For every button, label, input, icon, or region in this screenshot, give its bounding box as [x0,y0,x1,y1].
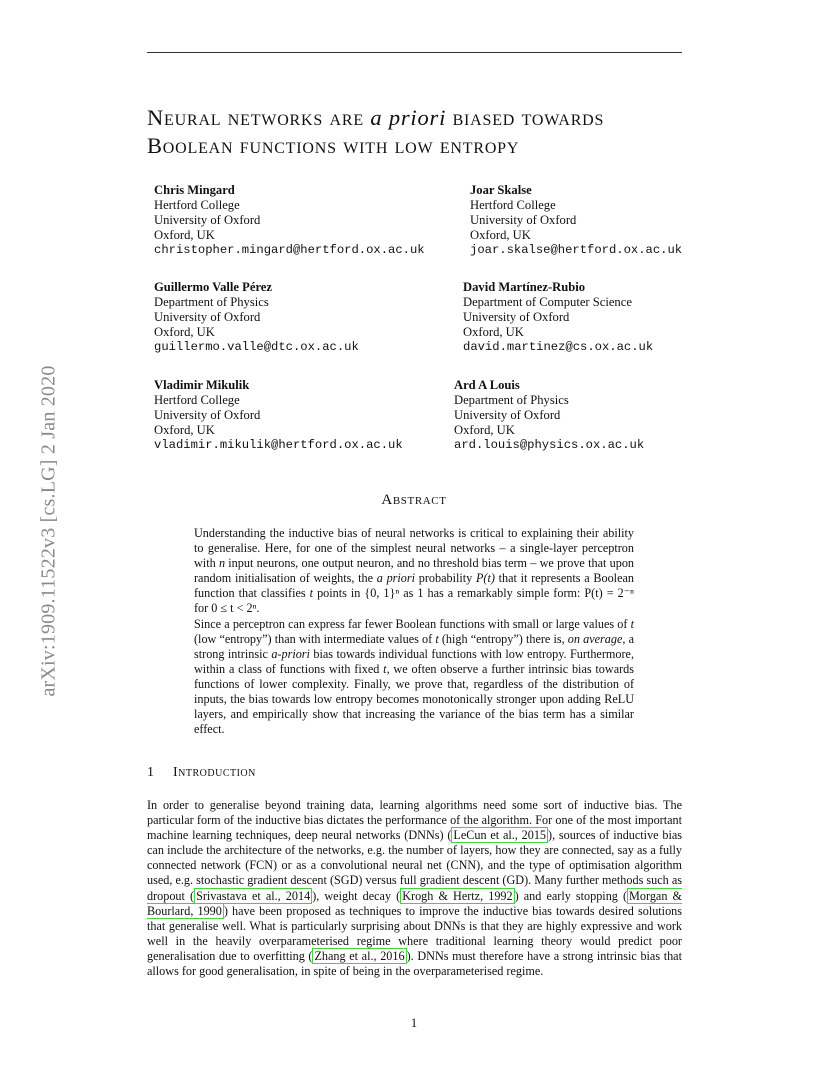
abstract-paragraph: Since a perceptron can express far fewer Boolean functions with small or large values of t (low “entropy”) than with intermediate values of t (high “entropy”) there is, on average, a strong intrinsic a-priori bias towards individual functions with low entropy. Furthermore, within a class of functions with fixed t, we often observe a further intrinsic bias towards functions of lower complexity. Finally, we prove that, regardless of the distribution of inputs, the bias towards low entropy becomes monotonically stronger upon adding ReLU layers, and empirically show that increasing the variance of the bias term has a similar effect. [194,616,635,737]
abstract-paragraph: Understanding the inductive bias of neural networks is critical to explaining their ability to generalise. Here, for one of the simplest neural networks – a single-layer perceptron with n input neurons, one output neuron, and no threshold bias term – we prove that upon random initialisation of weights, the a priori probability P(t) that it represents a Boolean function that classifies t points in {0, 1}ⁿ as 1 has a remarkably simple form: P(t) = 2⁻ⁿ for 0 ≤ t < 2ⁿ. [194,526,635,616]
author-affiliation: Department of Physics [454,393,569,407]
author-affiliation: Oxford, UK [454,423,515,437]
author-affiliation: University of Oxford [154,310,261,324]
section-number: 1 [147,765,155,780]
author-affiliation: Hertford College [470,198,556,212]
author-name: Vladimir Mikulik [154,378,250,392]
section-heading [147,765,256,781]
citation-link[interactable]: Srivastava et al., 2014 [196,888,311,903]
abstract-body [194,526,634,737]
author-affiliation: Oxford, UK [154,228,215,242]
arxiv-stamp [36,296,62,766]
author-block [454,378,644,453]
author-affiliation: Oxford, UK [154,325,215,339]
author-affiliation: Department of Physics [154,295,269,309]
author-affiliation: Oxford, UK [154,423,215,437]
author-block [463,280,653,355]
author-block [154,183,425,258]
author-name: Chris Mingard [154,183,235,197]
citation-link[interactable]: Krogh & Hertz, 1992 [402,888,513,903]
author-name: Joar Skalse [470,183,532,197]
author-affiliation: University of Oxford [454,408,561,422]
author-affiliation: University of Oxford [154,408,261,422]
arxiv-stamp-text: arXiv:1909.11522v3 [cs.LG] 2 Jan 2020 [37,365,60,697]
author-name: Ard A Louis [454,378,520,392]
author-affiliation: Department of Computer Science [463,295,632,309]
author-email[interactable]: ard.louis@physics.ox.ac.uk [454,438,645,452]
citation-link[interactable]: Morgan & Bourlard, 1990 [147,888,682,918]
author-affiliation: University of Oxford [154,213,261,227]
author-email[interactable]: vladimir.mikulik@hertford.ox.ac.uk [154,438,403,452]
author-email[interactable]: joar.skalse@hertford.ox.ac.uk [470,243,683,257]
author-affiliation: Oxford, UK [463,325,524,339]
author-name: David Martínez-Rubio [463,280,586,294]
author-email[interactable]: christopher.mingard@hertford.ox.ac.uk [154,243,425,257]
citation-link[interactable]: Zhang et al., 2016 [314,948,405,963]
author-affiliation: Oxford, UK [470,228,531,242]
intro-paragraph: In order to generalise beyond training data, learning algorithms need some sort of inductive bias. The particular form of the inductive bias dictates the performance of the algorithm. For one of the most important machine learning techniques, deep neural networks (DNNs) ( LeCun et al., 2015 ), sources of inductive bias can include the architecture of the networks, e.g. the number of layers, how they are connected, say as a fully connected network (FCN) or as a convolutional neural net (CNN), and the type of optimisation algorithm used, e.g. stochastic gradient descent (SGD) versus full gradient descent (GD). Many further methods such as dropout ( Srivastava et al., 2014 ), weight decay ( Krogh & Hertz, 1992 ) and early stopping ( Morgan & Bourlard, 1990 ) have been proposed as techniques to improve the inductive bias towards desired solutions that generalise well. What is particularly surprising about DNNs is that they are highly expressive and work well in the heavily overparameterised regime where traditional learning theory would predict poor generalisation due to overfitting ( Zhang et al., 2016 ). DNNs must therefore have a strong intrinsic bias that allows for good generalisation, in spite of being in the overparameterised regime. [147,798,683,979]
abstract-heading: Abstract [381,492,447,508]
author-email[interactable]: david.martinez@cs.ox.ac.uk [463,340,654,354]
author-block [154,280,359,355]
page-number: 1 [410,1016,418,1030]
author-affiliation: Hertford College [154,393,240,407]
paper-title: Neural networks are a priori biased towards Boolean functions with low entropy [147,105,605,158]
author-email[interactable]: guillermo.valle@dtc.ox.ac.uk [154,340,359,354]
header-rule [147,52,682,53]
author-name: Guillermo Valle Pérez [154,280,272,294]
author-block [470,183,682,258]
author-affiliation: University of Oxford [463,310,570,324]
author-affiliation: Hertford College [154,198,240,212]
section-title: Introduction [173,765,256,780]
author-affiliation: University of Oxford [470,213,577,227]
citation-link[interactable]: LeCun et al., 2015 [453,828,547,843]
intro-body [147,798,682,979]
author-block [154,378,403,453]
